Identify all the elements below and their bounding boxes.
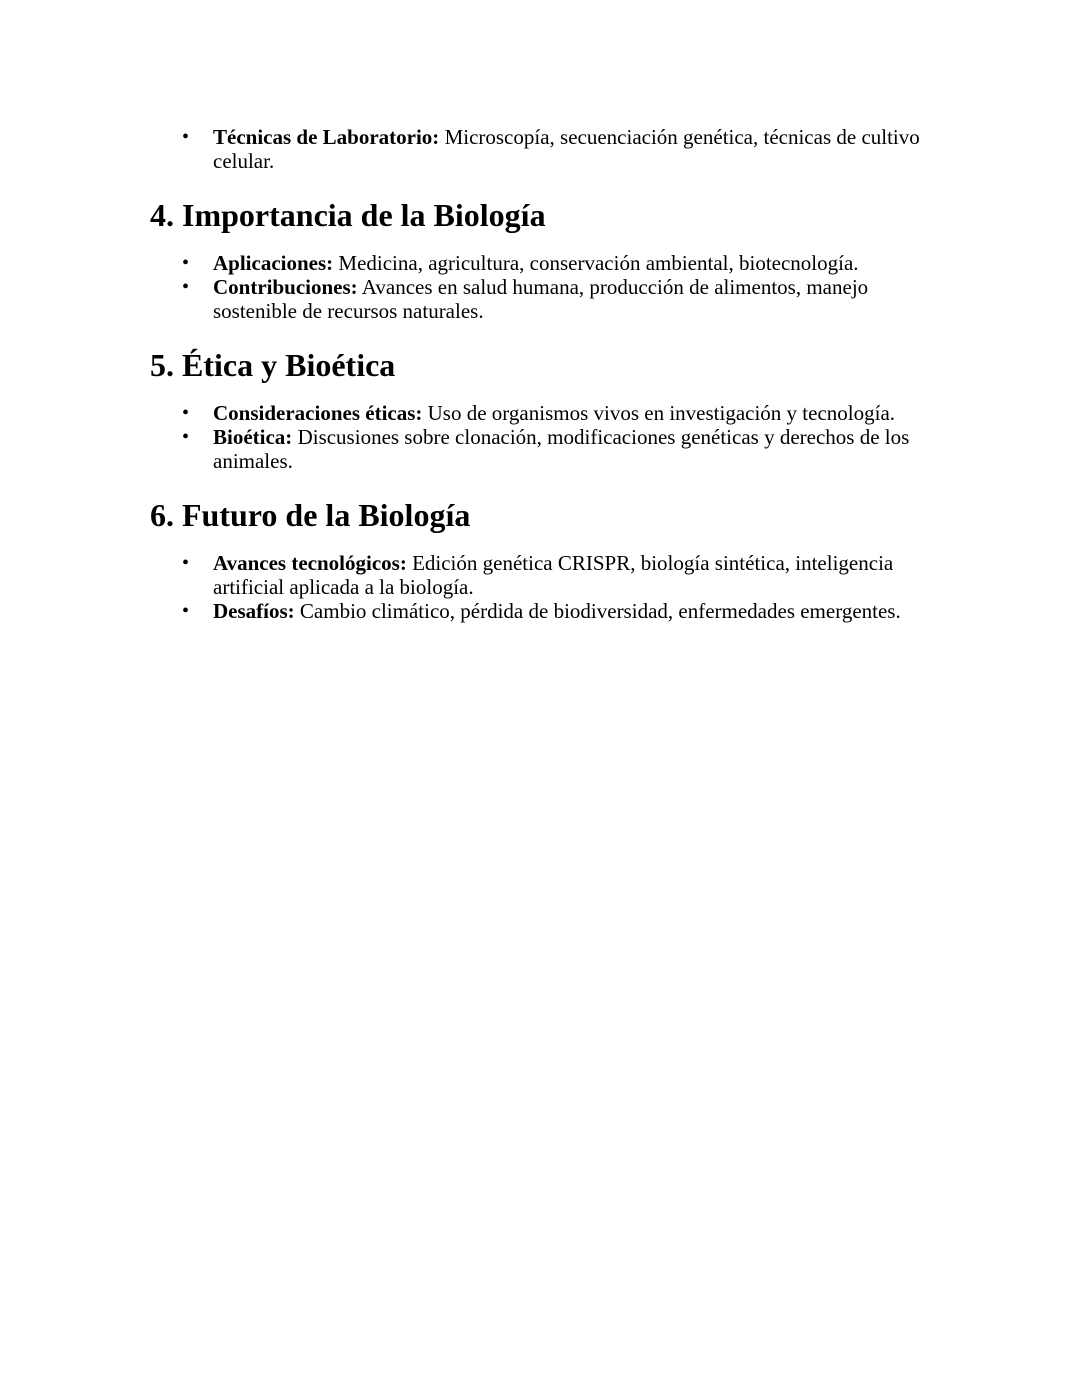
section-etica xyxy=(150,345,940,473)
item-text: Microscopía, secuenciación genética, técnicas de cultivo celular. xyxy=(213,125,920,173)
section-heading: 4. Importancia de la Biología xyxy=(150,197,546,233)
item-text: Discusiones sobre clonación, modificaciones genéticas y derechos de los animales. xyxy=(213,425,910,473)
list-item xyxy=(150,275,940,323)
item-text: Avances en salud humana, producción de alimentos, manejo sostenible de recursos naturales. xyxy=(213,275,869,323)
item-term: Desafíos: xyxy=(213,599,295,623)
section-list xyxy=(150,551,940,623)
list-item xyxy=(150,551,940,599)
section-heading: 6. Futuro de la Biología xyxy=(150,497,471,533)
item-text: Medicina, agricultura, conservación ambiental, biotecnología. xyxy=(338,251,859,275)
item-term: Bioética: xyxy=(213,425,293,449)
section-list xyxy=(150,401,940,473)
list-item xyxy=(150,251,940,275)
item-term: Avances tecnológicos: xyxy=(213,551,407,575)
item-term: Consideraciones éticas: xyxy=(213,401,423,425)
item-term: Contribuciones: xyxy=(213,275,358,299)
bullet-icon: • xyxy=(182,426,190,448)
document-content xyxy=(150,125,940,623)
section-importancia xyxy=(150,195,940,323)
item-text: Edición genética CRISPR, biología sintética, inteligencia artificial aplicada a la biología. xyxy=(213,551,894,599)
item-term: Aplicaciones: xyxy=(213,251,334,275)
bullet-icon: • xyxy=(182,126,190,148)
section-heading: 5. Ética y Bioética xyxy=(150,347,396,383)
intro-list xyxy=(150,125,940,173)
bullet-icon: • xyxy=(182,276,190,298)
list-item xyxy=(150,599,940,623)
bullet-icon: • xyxy=(182,552,190,574)
bullet-icon: • xyxy=(182,600,190,622)
item-term: Técnicas de Laboratorio: xyxy=(213,125,440,149)
section-list xyxy=(150,251,940,323)
bullet-icon: • xyxy=(182,402,190,424)
list-item xyxy=(150,401,940,425)
list-item xyxy=(150,425,940,473)
item-text: Cambio climático, pérdida de biodiversidad, enfermedades emergentes. xyxy=(299,599,901,623)
list-item xyxy=(150,125,940,173)
bullet-icon: • xyxy=(182,252,190,274)
section-futuro xyxy=(150,495,940,623)
item-text: Uso de organismos vivos en investigación y tecnología. xyxy=(427,401,896,425)
